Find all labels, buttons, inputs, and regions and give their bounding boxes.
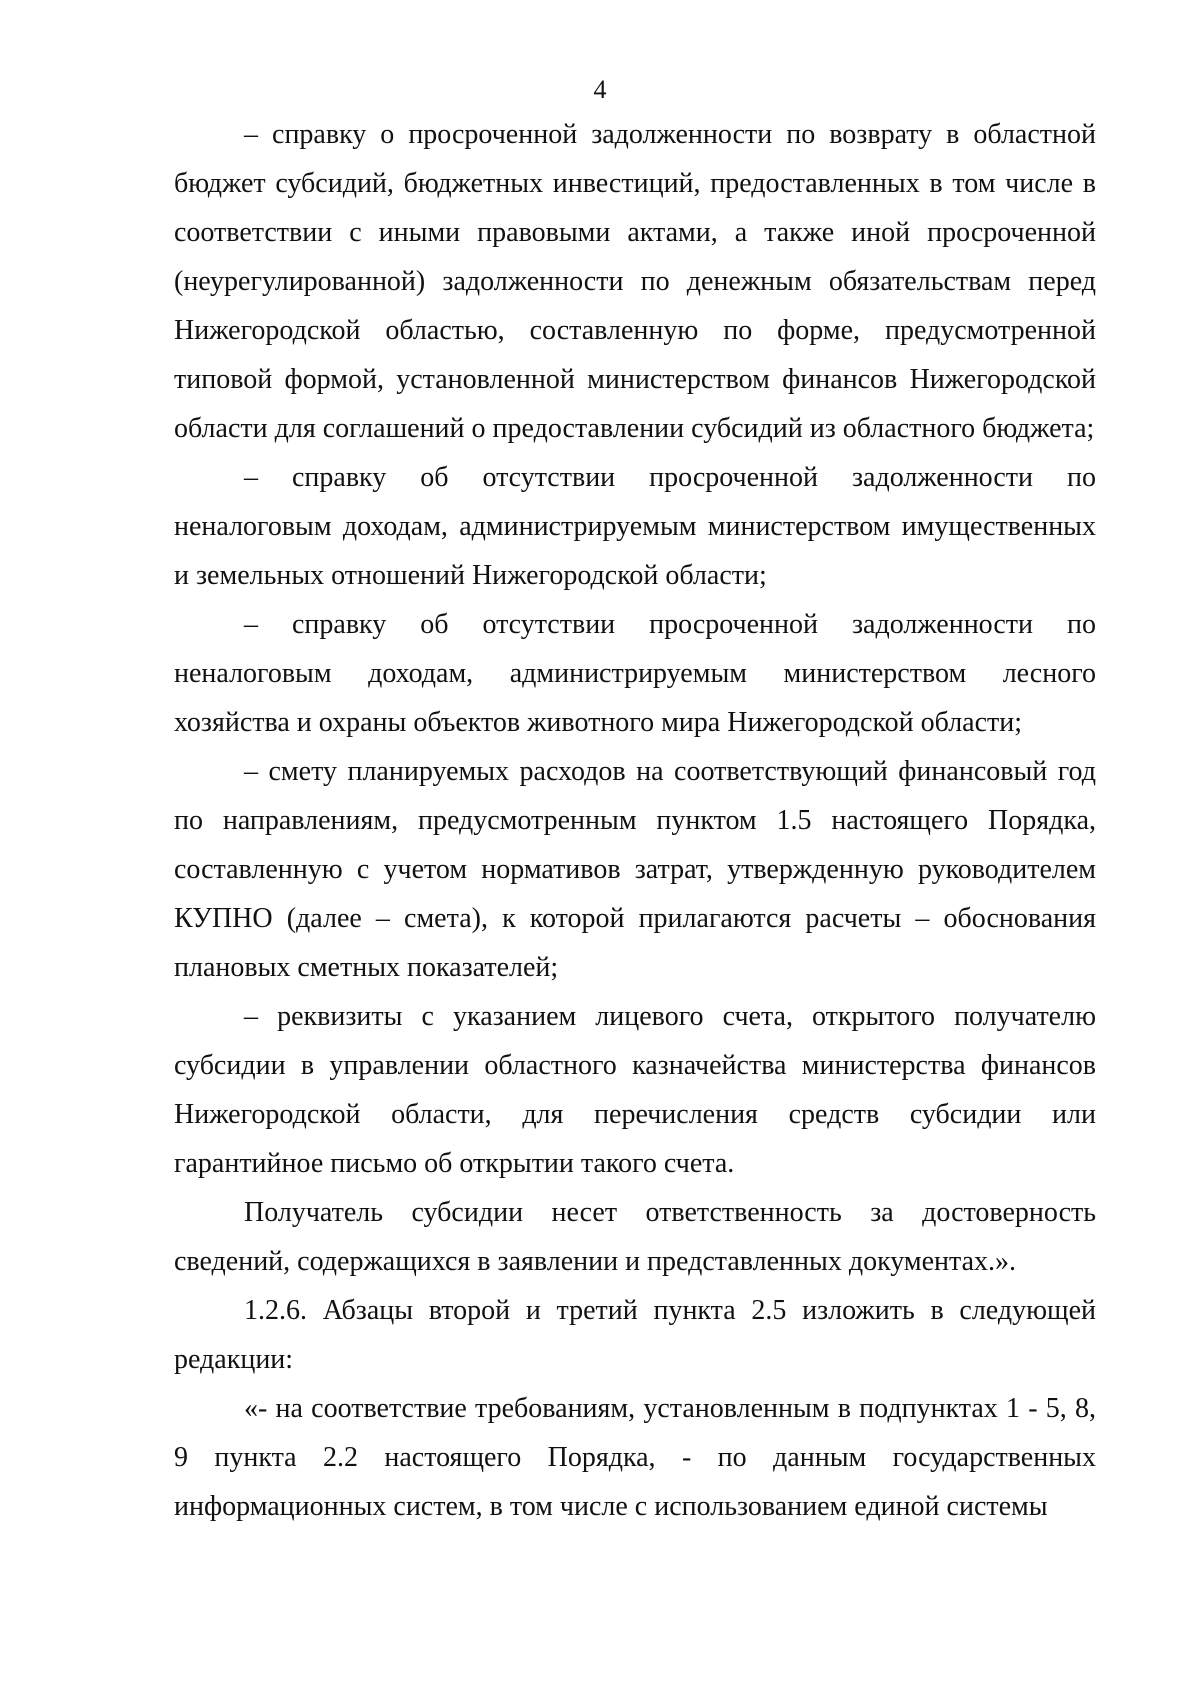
paragraph-bank-details: – реквизиты с указанием лицевого счета, открытого получателю субсидии в управлении областного казначейства министерства финансов Нижегородской области, для перечисления средств субсидии или гарантийное письмо об открытии такого счета. [174, 1001, 1096, 1179]
page-number: 4 [593, 75, 607, 104]
paragraph-compliance-requirements: «- на соответствие требованиям, установленным в подпунктах 1 - 5, 8, 9 пункта 2.2 настоящего Порядка, - по данным государственных информационных систем, в том числе с использованием единой системы [174, 1393, 1096, 1522]
paragraph-recipient-responsibility: Получатель субсидии несет ответственность за достоверность сведений, содержащихся в заявлении и представленных документах.». [174, 1197, 1096, 1277]
paragraph-clause-1-2-6: 1.2.6. Абзацы второй и третий пункта 2.5 изложить в следующей редакции: [174, 1295, 1096, 1375]
paragraph-forestry-ministry-certificate: – справку об отсутствии просроченной задолженности по неналоговым доходам, администрируемым министерством лесного хозяйства и охраны объектов животного мира Нижегородской области; [174, 609, 1096, 738]
paragraph-property-ministry-certificate: – справку об отсутствии просроченной задолженности по неналоговым доходам, администрируемым министерством имущественных и земельных отношений Нижегородской области; [174, 462, 1096, 591]
paragraph-expense-estimate: – смету планируемых расходов на соответствующий финансовый год по направлениям, предусмотренным пунктом 1.5 настоящего Порядка, составленную с учетом нормативов затрат, утвержденную руководителем КУПНО (далее – смета), к которой прилагаются расчеты – обоснования плановых сметных показателей; [174, 756, 1096, 983]
document-body [174, 110, 1096, 1531]
paragraph-overdue-debt-certificate: – справку о просроченной задолженности по возврату в областной бюджет субсидий, бюджетных инвестиций, предоставленных в том числе в соответствии с иными правовыми актами, а также иной просроченной (неурегулированной) задолженности по денежным обязательствам перед Нижегородской областью, составленную по форме, предусмотренной типовой формой, установленной министерством финансов Нижегородской области для соглашений о предоставлении субсидий из областного бюджета; [174, 119, 1096, 444]
